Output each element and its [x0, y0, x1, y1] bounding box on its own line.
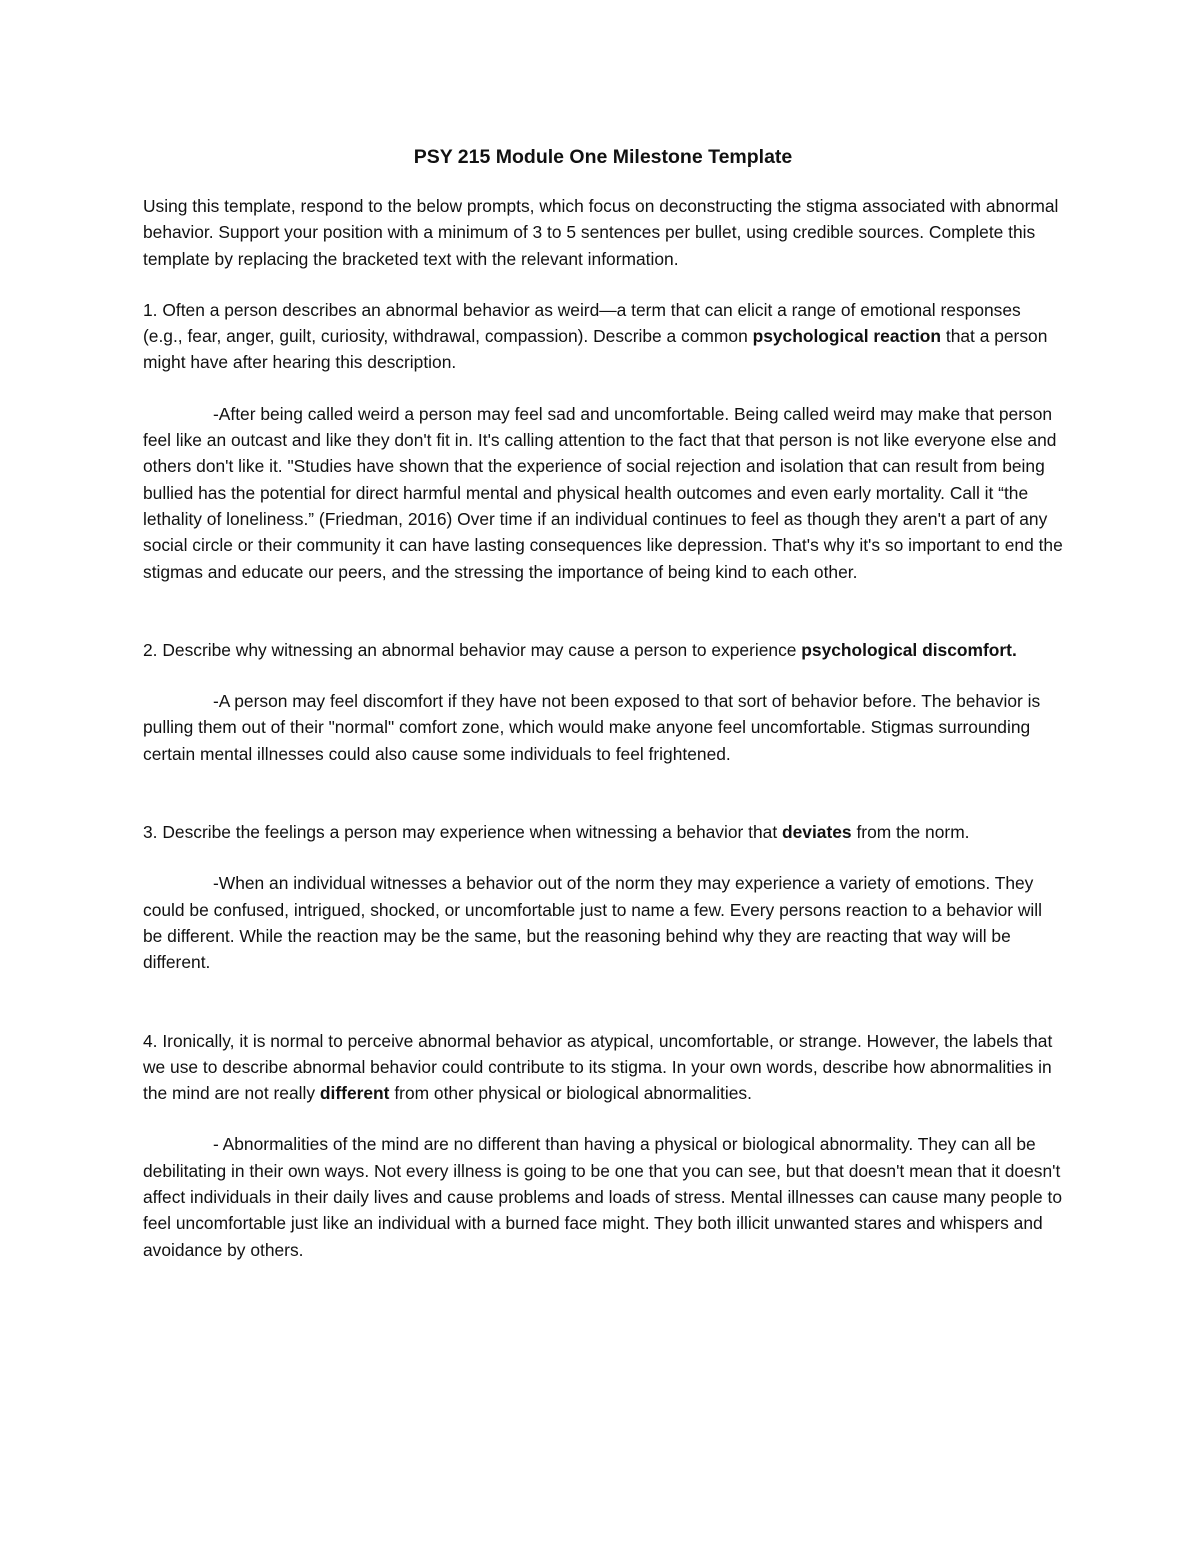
answer-2: -A person may feel discomfort if they have not been exposed to that sort of behavior before. The behavior is pulling them out of their "normal" comfort zone, which would make anyone feel uncomfortable. Stigmas surrounding certain mental illnesses could also cause some individuals to feel frightened. — [143, 691, 1041, 764]
prompt-2 — [143, 637, 1063, 663]
answer-4: - Abnormalities of the mind are no different than having a physical or biological abnormality. They can all be debilitating in their own ways. Not every illness is going to be one that you can see, but that doesn't mean that it doesn't affect individuals in their daily lives and cause problems and loads of stress. Mental illnesses can cause many people to feel uncomfortable just like an individual with a burned face might. They both illicit unwanted stares and whispers and avoidance by others. — [143, 1134, 1062, 1260]
prompt-3-text-a: 3. Describe the feelings a person may experience when witnessing a behavior that — [143, 822, 782, 843]
prompt-4 — [143, 1028, 1063, 1107]
section-3 — [143, 819, 1063, 975]
prompt-4-emphasis: different — [319, 1083, 390, 1104]
answer-1: -After being called weird a person may feel sad and uncomfortable. Being called weird may make that person feel like an outcast and like they don't fit in. It's calling attention to the fact that that person is not like everyone else and others don't like it. "Studies have shown that the experience of social rejection and isolation that can result from being bullied has the potential for direct harmful mental and physical health outcomes and even early mortality. Call it “the lethality of loneliness.” (Friedman, 2016) Over time if an individual continues to feel as though they aren't a part of any social circle or their community it can have lasting consequences like depression. That's why it's so important to end the stigmas and educate our peers, and the stressing the importance of being kind to each other. — [143, 403, 1063, 582]
prompt-3-text-b: from the norm. — [851, 822, 970, 843]
prompt-3-emphasis: deviates — [782, 822, 852, 843]
prompt-1-emphasis: psychological reaction — [752, 326, 942, 347]
prompt-2-text-b: . — [1011, 639, 1017, 660]
prompt-1-text-a: 1. Often a person describes an abnormal behavior as weird—a term that can elicit a range of emotional responses (e.g., fear, anger, guilt, curiosity, withdrawal, compassion). Describe a common — [143, 299, 1021, 347]
intro-paragraph: Using this template, respond to the below prompts, which focus on deconstructing the stigma associated with abnormal behavior. Support your position with a minimum of 3 to 5 sentences per bullet, using credible sources. Complete this template by replacing the bracketed text with the relevant information. — [143, 196, 1059, 269]
prompt-1 — [143, 297, 1063, 376]
document-title: PSY 215 Module One Milestone Template — [413, 146, 793, 168]
prompt-2-emphasis: psychological discomfort — [801, 639, 1012, 660]
prompt-3 — [143, 819, 1063, 845]
prompt-2-text-a: 2. Describe why witnessing an abnormal behavior may cause a person to experience — [143, 639, 802, 660]
prompt-4-text-b: from other physical or biological abnormalities. — [389, 1083, 752, 1104]
prompt-4-text-a: 4. Ironically, it is normal to perceive abnormal behavior as atypical, uncomfortable, or strange. However, the labels that we use to describe abnormal behavior could contribute to its stigma. In your own words, describe how abnormalities in the mind are not really — [143, 1030, 1053, 1104]
prompt-1-text-b: that a person might have after hearing this description. — [143, 326, 1048, 373]
answer-3: -When an individual witnesses a behavior out of the norm they may experience a variety of emotions. They could be confused, intrigued, shocked, or uncomfortable just to name a few. Every persons reaction to a behavior will be different. While the reaction may be the same, but the reasoning behind why they are reacting that way will be different. — [143, 873, 1043, 973]
document-page — [143, 143, 1063, 1263]
section-2 — [143, 637, 1063, 767]
section-4 — [143, 1028, 1063, 1263]
section-1 — [143, 297, 1063, 585]
